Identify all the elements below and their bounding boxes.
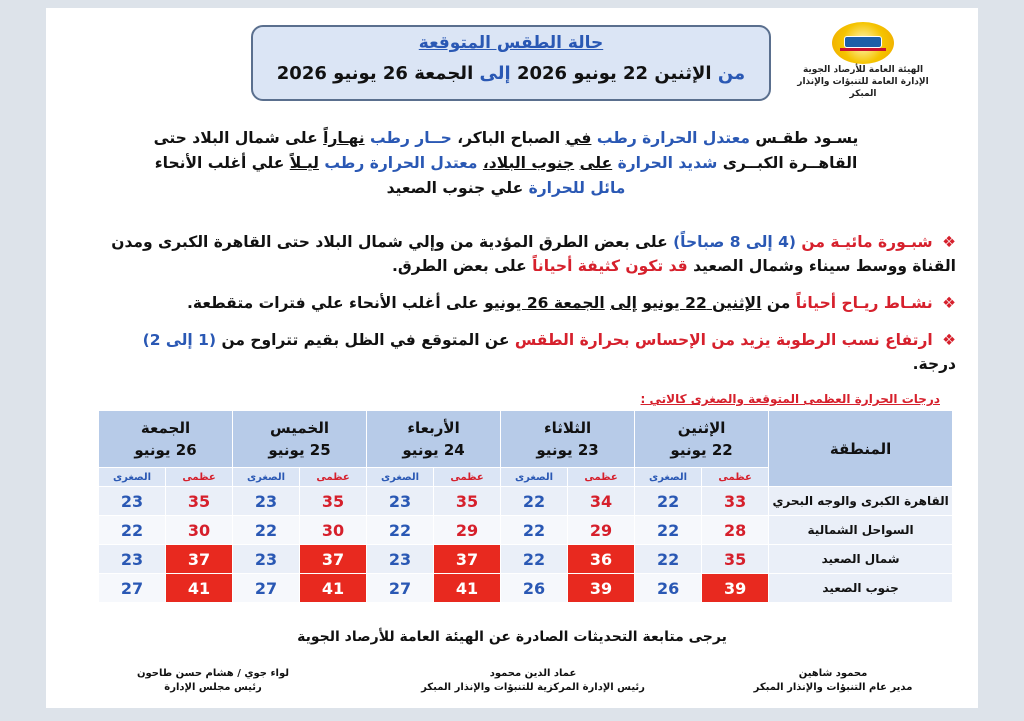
max-subheader: عظمى <box>166 468 233 487</box>
min-temp-cell: 23 <box>99 545 166 574</box>
fog-warning: ❖ شبـورة مائيـة من (4 إلى 8 صباحاً) على بعض الطرق المؤدية من وإلي شمال البلاد حتى القاهرة الكبرى ومدن القناة ووسط سيناء وشمال الصعيد قد تكون كثيفة أحياناً على بعض الطرق. <box>111 233 956 275</box>
table-row <box>99 545 953 574</box>
max-temp-cell-highlighted: 37 <box>300 545 367 574</box>
min-subheader: الصغرى <box>501 468 568 487</box>
min-temp-cell: 22 <box>99 516 166 545</box>
region-name: القاهرة الكبرى والوجه البحري <box>769 487 953 516</box>
min-temp-cell: 22 <box>635 516 702 545</box>
region-name: السواحل الشمالية <box>769 516 953 545</box>
min-temp-cell: 22 <box>635 487 702 516</box>
forecast-period: من الإثنين 22 يونيو 2026 إلى الجمعة 26 يونيو 2026 <box>276 63 746 84</box>
bulletin-sheet <box>46 8 978 708</box>
signature-left: لواء جوي / هشام حسن طاحون رئيس مجلس الإدارة <box>136 668 290 693</box>
max-subheader: عظمى <box>568 468 635 487</box>
max-temp-cell: 28 <box>702 516 769 545</box>
signature-center: عماد الدين محمود رئيس الإدارة المركزية للتنبؤات والإنذار المبكر <box>421 668 645 693</box>
max-temp-cell-highlighted: 41 <box>434 574 501 603</box>
max-temp-cell: 30 <box>300 516 367 545</box>
min-temp-cell: 23 <box>367 545 434 574</box>
min-temp-cell: 22 <box>367 516 434 545</box>
min-temp-cell: 27 <box>233 574 300 603</box>
footer-note: يرجى متابعة التحديثات الصادرة عن الهيئة العامة للأرصاد الجوية <box>297 629 727 645</box>
min-subheader: الصغرى <box>99 468 166 487</box>
min-temp-cell: 26 <box>635 574 702 603</box>
min-temp-cell: 27 <box>367 574 434 603</box>
min-temp-cell: 22 <box>501 516 568 545</box>
max-temp-cell: 35 <box>702 545 769 574</box>
min-temp-cell: 22 <box>233 516 300 545</box>
min-temp-cell: 23 <box>99 487 166 516</box>
day-header-thursday: الخميس 25 يونيو <box>233 411 367 468</box>
min-temp-cell: 23 <box>233 487 300 516</box>
humidity-warning: ❖ ارتفاع نسب الرطوبة يزيد من الإحساس بحرارة الطقس عن المتوقع في الظل بقيم تتراوح من (1 إلى 2) درجة. <box>142 331 956 373</box>
max-temp-cell: 34 <box>568 487 635 516</box>
bullet-diamond-icon: ❖ <box>942 294 956 312</box>
page-title: حالة الطقس المتوقعة <box>418 33 604 53</box>
org-header <box>788 22 938 100</box>
max-temp-cell-highlighted: 39 <box>568 574 635 603</box>
title-box <box>251 25 771 101</box>
max-subheader: عظمى <box>300 468 367 487</box>
org-department: الإدارة العامة للتنبؤات والإنذار المبكر <box>797 77 929 99</box>
min-temp-cell: 26 <box>501 574 568 603</box>
min-temp-cell: 22 <box>501 487 568 516</box>
max-temp-cell: 35 <box>300 487 367 516</box>
general-forecast-paragraph: يسـود طقـس معتدل الحرارة رطب في الصباح الباكر، حــار رطب نهـاراً على شمال البلاد حتى القاهــرة الكبــرى شديد الحرارة على جنوب البلاد، معتدل الحرارة رطب ليـلاً علي أغلب الأنحاء مائل للحرارة علي جنوب الصعيد <box>153 129 859 197</box>
day-header-friday: الجمعة 26 يونيو <box>99 411 233 468</box>
bullet-diamond-icon: ❖ <box>942 233 956 251</box>
day-header-wednesday: الأربعاء 24 يونيو <box>367 411 501 468</box>
max-temp-cell-highlighted: 39 <box>702 574 769 603</box>
max-temp-cell-highlighted: 36 <box>568 545 635 574</box>
day-header-monday: الإثنين 22 يونيو <box>635 411 769 468</box>
region-name: جنوب الصعيد <box>769 574 953 603</box>
min-temp-cell: 22 <box>635 545 702 574</box>
min-temp-cell: 22 <box>501 545 568 574</box>
org-name: الهيئة العامة للأرصاد الجوية <box>802 65 924 75</box>
min-temp-cell: 27 <box>99 574 166 603</box>
max-temp-cell-highlighted: 41 <box>166 574 233 603</box>
max-temp-cell: 35 <box>166 487 233 516</box>
wind-warning: ❖ نشـاط ريـاح أحياناً من الإثنين 22 يونيو إلى الجمعة 26 يونيو على أغلب الأنحاء علي فترات متقطعة. <box>187 294 956 312</box>
min-subheader: الصغرى <box>635 468 702 487</box>
signature-right: محمود شاهين مدير عام التنبؤات والإنذار المبكر <box>753 668 913 693</box>
max-temp-cell: 35 <box>434 487 501 516</box>
min-temp-cell: 23 <box>367 487 434 516</box>
max-subheader: عظمى <box>702 468 769 487</box>
region-name: شمال الصعيد <box>769 545 953 574</box>
table-row <box>99 516 953 545</box>
meteorological-authority-logo-icon <box>832 22 894 64</box>
temperature-table <box>98 410 953 603</box>
warnings-list <box>104 230 956 389</box>
max-subheader: عظمى <box>434 468 501 487</box>
max-temp-cell: 29 <box>434 516 501 545</box>
min-temp-cell: 23 <box>233 545 300 574</box>
max-temp-cell-highlighted: 37 <box>434 545 501 574</box>
max-temp-cell: 30 <box>166 516 233 545</box>
bullet-diamond-icon: ❖ <box>942 331 956 349</box>
min-subheader: الصغرى <box>233 468 300 487</box>
max-temp-cell-highlighted: 37 <box>166 545 233 574</box>
table-row <box>99 574 953 603</box>
min-subheader: الصغرى <box>367 468 434 487</box>
day-header-tuesday: الثلاثاء 23 يونيو <box>501 411 635 468</box>
max-temp-cell: 29 <box>568 516 635 545</box>
max-temp-cell: 33 <box>702 487 769 516</box>
table-row <box>99 487 953 516</box>
max-temp-cell-highlighted: 41 <box>300 574 367 603</box>
region-column-header: المنطقة <box>769 411 953 487</box>
table-caption: درجات الحرارة العظمى المتوقعة والصغرى كالاتي : <box>640 392 940 406</box>
